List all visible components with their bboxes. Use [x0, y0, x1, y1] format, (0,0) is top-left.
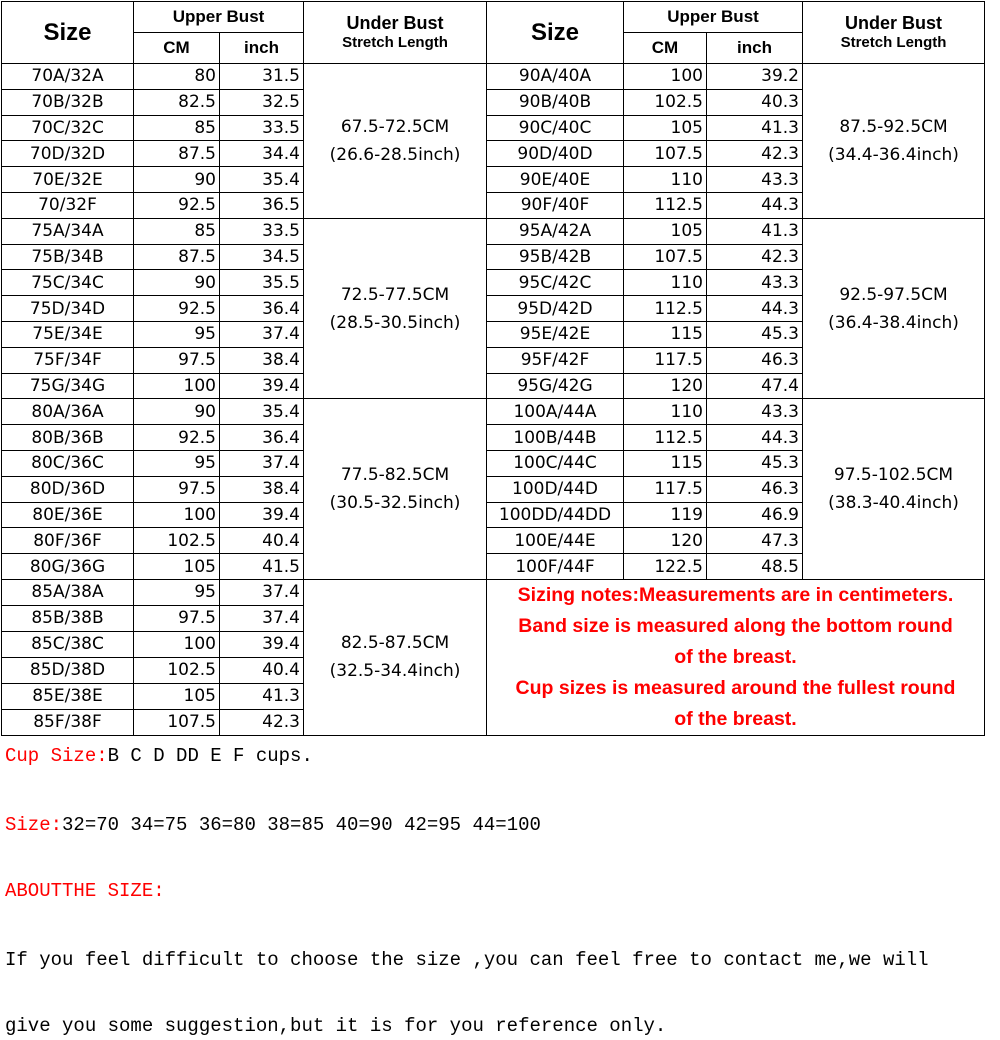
under-bust-range-line: (30.5-32.5inch): [329, 493, 461, 514]
upper-bust-inch-cell: 40.3: [707, 89, 803, 115]
upper-bust-inch-cell: 45.3: [707, 321, 803, 347]
size-cell: 80G/36G: [2, 554, 134, 580]
upper-bust-cm-cell: 87.5: [134, 244, 220, 270]
upper-bust-inch-cell: 39.2: [707, 64, 803, 90]
upper-bust-cm-cell: 112.5: [624, 296, 707, 322]
under-bust-range-line: 97.5-102.5CM: [833, 465, 954, 486]
size-cell: 70/32F: [2, 192, 134, 218]
size-cell: 100C/44C: [487, 450, 624, 476]
under-bust-header: [803, 2, 985, 64]
upper-bust-inch-cell: 46.3: [707, 347, 803, 373]
size-cell: 85D/38D: [2, 657, 134, 683]
upper-bust-inch-cell: 43.3: [707, 399, 803, 425]
size-cell: 70B/32B: [2, 89, 134, 115]
size-cell: 85C/38C: [2, 631, 134, 657]
size-cell: 95C/42C: [487, 270, 624, 296]
size-cell: 90F/40F: [487, 192, 624, 218]
size-header: Size: [2, 2, 134, 64]
under-bust-range-cell: [803, 399, 985, 580]
upper-bust-inch-cell: 44.3: [707, 296, 803, 322]
under-bust-range-cell: [304, 579, 487, 735]
size-cell: 90C/40C: [487, 115, 624, 141]
under-bust-range-cell: [803, 64, 985, 219]
size-map-label: Size:: [5, 814, 63, 836]
upper-bust-cm-cell: 110: [624, 167, 707, 193]
upper-bust-inch-cell: 39.4: [220, 502, 304, 528]
size-cell: 70C/32C: [2, 115, 134, 141]
under-bust-range-line: (38.3-40.4inch): [828, 493, 959, 514]
size-cell: 100DD/44DD: [487, 502, 624, 528]
table-row: [2, 399, 985, 425]
size-cell: 100F/44F: [487, 554, 624, 580]
under-bust-range-cell: [803, 218, 985, 399]
size-cell: 95F/42F: [487, 347, 624, 373]
cm-header: CM: [134, 33, 220, 64]
upper-bust-inch-cell: 34.5: [220, 244, 304, 270]
upper-bust-cm-cell: 105: [134, 554, 220, 580]
upper-bust-cm-cell: 110: [624, 270, 707, 296]
upper-bust-inch-cell: 46.3: [707, 476, 803, 502]
size-cell: 70A/32A: [2, 64, 134, 90]
size-cell: 85A/38A: [2, 579, 134, 605]
upper-bust-cm-cell: 95: [134, 579, 220, 605]
upper-bust-cm-cell: 105: [134, 683, 220, 709]
upper-bust-inch-cell: 33.5: [220, 218, 304, 244]
upper-bust-cm-cell: 92.5: [134, 425, 220, 451]
upper-bust-header: Upper Bust: [624, 2, 803, 33]
upper-bust-cm-cell: 85: [134, 115, 220, 141]
size-cell: 75F/34F: [2, 347, 134, 373]
upper-bust-inch-cell: 33.5: [220, 115, 304, 141]
under-bust-range-line: (32.5-34.4inch): [329, 661, 461, 682]
upper-bust-cm-cell: 90: [134, 270, 220, 296]
inch-header: inch: [220, 33, 304, 64]
upper-bust-cm-cell: 110: [624, 399, 707, 425]
sizing-note-line: Cup sizes is measured around the fullest round: [515, 676, 956, 699]
sizing-note-line: Sizing notes:Measurements are in centimeters.: [517, 583, 954, 606]
size-cell: 75G/34G: [2, 373, 134, 399]
upper-bust-inch-cell: 40.4: [220, 657, 304, 683]
upper-bust-inch-cell: 43.3: [707, 270, 803, 296]
upper-bust-inch-cell: 31.5: [220, 64, 304, 90]
upper-bust-inch-cell: 42.3: [220, 709, 304, 735]
contact-note-line-1: If you feel difficult to choose the size ,you can feel free to contact me,we will: [5, 949, 929, 971]
size-map-text: 32=70 34=75 36=80 38=85 40=90 42=95 44=100: [62, 814, 541, 836]
cup-size-line: [5, 745, 313, 767]
upper-bust-cm-cell: 115: [624, 321, 707, 347]
size-cell: 80D/36D: [2, 476, 134, 502]
upper-bust-cm-cell: 90: [134, 167, 220, 193]
under-bust-range-line: (36.4-38.4inch): [828, 312, 959, 333]
upper-bust-cm-cell: 97.5: [134, 347, 220, 373]
under-bust-range-cell: [304, 218, 487, 399]
sizing-note-line: Band size is measured along the bottom round: [518, 614, 953, 637]
upper-bust-cm-cell: 95: [134, 450, 220, 476]
upper-bust-cm-cell: 92.5: [134, 296, 220, 322]
size-cell: 90D/40D: [487, 141, 624, 167]
size-cell: 75A/34A: [2, 218, 134, 244]
upper-bust-cm-cell: 122.5: [624, 554, 707, 580]
size-cell: 95E/42E: [487, 321, 624, 347]
upper-bust-inch-cell: 35.4: [220, 399, 304, 425]
upper-bust-inch-cell: 46.9: [707, 502, 803, 528]
upper-bust-inch-cell: 37.4: [220, 321, 304, 347]
upper-bust-cm-cell: 102.5: [134, 657, 220, 683]
under-bust-title: Under Bust: [346, 12, 444, 33]
under-bust-range-line: (34.4-36.4inch): [828, 144, 959, 165]
upper-bust-inch-cell: 37.4: [220, 605, 304, 631]
upper-bust-cm-cell: 95: [134, 321, 220, 347]
under-bust-title: Under Bust: [844, 12, 942, 33]
upper-bust-inch-cell: 41.3: [707, 218, 803, 244]
upper-bust-cm-cell: 100: [624, 64, 707, 90]
upper-bust-cm-cell: 90: [134, 399, 220, 425]
upper-bust-cm-cell: 119: [624, 502, 707, 528]
upper-bust-cm-cell: 105: [624, 115, 707, 141]
under-bust-range-line: 92.5-97.5CM: [839, 284, 948, 305]
upper-bust-cm-cell: 115: [624, 450, 707, 476]
upper-bust-cm-cell: 112.5: [624, 425, 707, 451]
size-cell: 95D/42D: [487, 296, 624, 322]
upper-bust-inch-cell: 39.4: [220, 373, 304, 399]
size-cell: 75D/34D: [2, 296, 134, 322]
upper-bust-inch-cell: 41.3: [707, 115, 803, 141]
upper-bust-cm-cell: 87.5: [134, 141, 220, 167]
upper-bust-inch-cell: 38.4: [220, 476, 304, 502]
upper-bust-cm-cell: 85: [134, 218, 220, 244]
upper-bust-inch-cell: 48.5: [707, 554, 803, 580]
upper-bust-inch-cell: 36.4: [220, 425, 304, 451]
size-cell: 75B/34B: [2, 244, 134, 270]
upper-bust-inch-cell: 35.4: [220, 167, 304, 193]
upper-bust-inch-cell: 34.4: [220, 141, 304, 167]
upper-bust-cm-cell: 92.5: [134, 192, 220, 218]
upper-bust-inch-cell: 40.4: [220, 528, 304, 554]
under-bust-range-line: 87.5-92.5CM: [839, 116, 948, 137]
cup-size-text: B C D DD E F cups.: [107, 745, 313, 767]
upper-bust-cm-cell: 82.5: [134, 89, 220, 115]
upper-bust-cm-cell: 100: [134, 502, 220, 528]
upper-bust-cm-cell: 100: [134, 631, 220, 657]
size-cell: 100A/44A: [487, 399, 624, 425]
size-cell: 85F/38F: [2, 709, 134, 735]
under-bust-range-line: 82.5-87.5CM: [340, 633, 450, 654]
size-cell: 100E/44E: [487, 528, 624, 554]
upper-bust-header: Upper Bust: [134, 2, 304, 33]
size-cell: 90B/40B: [487, 89, 624, 115]
upper-bust-cm-cell: 102.5: [134, 528, 220, 554]
under-bust-range-cell: [304, 399, 487, 580]
size-cell: 85B/38B: [2, 605, 134, 631]
stretch-length-subtitle: Stretch Length: [342, 33, 448, 51]
upper-bust-inch-cell: 44.3: [707, 425, 803, 451]
upper-bust-cm-cell: 80: [134, 64, 220, 90]
upper-bust-inch-cell: 44.3: [707, 192, 803, 218]
size-cell: 70E/32E: [2, 167, 134, 193]
under-bust-range-line: 77.5-82.5CM: [340, 465, 450, 486]
upper-bust-cm-cell: 97.5: [134, 476, 220, 502]
upper-bust-inch-cell: 47.3: [707, 528, 803, 554]
upper-bust-cm-cell: 120: [624, 373, 707, 399]
under-bust-header: [304, 2, 487, 64]
under-bust-range-line: (26.6-28.5inch): [329, 144, 461, 165]
size-cell: 100B/44B: [487, 425, 624, 451]
upper-bust-cm-cell: 112.5: [624, 192, 707, 218]
upper-bust-inch-cell: 41.3: [220, 683, 304, 709]
sizing-note-line: of the breast.: [674, 707, 797, 730]
upper-bust-cm-cell: 107.5: [624, 141, 707, 167]
size-cell: 80E/36E: [2, 502, 134, 528]
size-cell: 75C/34C: [2, 270, 134, 296]
size-cell: 90E/40E: [487, 167, 624, 193]
under-bust-range-line: 72.5-77.5CM: [340, 284, 450, 305]
size-cell: 80A/36A: [2, 399, 134, 425]
size-cell: 80B/36B: [2, 425, 134, 451]
upper-bust-inch-cell: 32.5: [220, 89, 304, 115]
upper-bust-cm-cell: 105: [624, 218, 707, 244]
upper-bust-inch-cell: 37.4: [220, 450, 304, 476]
upper-bust-inch-cell: 45.3: [707, 450, 803, 476]
upper-bust-cm-cell: 117.5: [624, 476, 707, 502]
size-cell: 70D/32D: [2, 141, 134, 167]
under-bust-range-line: (28.5-30.5inch): [329, 312, 461, 333]
size-cell: 95A/42A: [487, 218, 624, 244]
table-row: [2, 218, 985, 244]
size-cell: 80F/36F: [2, 528, 134, 554]
upper-bust-cm-cell: 107.5: [134, 709, 220, 735]
cup-size-label: Cup Size:: [5, 745, 108, 767]
under-bust-range-cell: [304, 64, 487, 219]
upper-bust-cm-cell: 120: [624, 528, 707, 554]
size-cell: 75E/34E: [2, 321, 134, 347]
sizing-notes: [487, 579, 985, 735]
upper-bust-cm-cell: 117.5: [624, 347, 707, 373]
size-chart-table: [1, 1, 985, 736]
size-cell: 90A/40A: [487, 64, 624, 90]
upper-bust-cm-cell: 107.5: [624, 244, 707, 270]
table-row: [2, 64, 985, 90]
upper-bust-inch-cell: 38.4: [220, 347, 304, 373]
size-cell: 100D/44D: [487, 476, 624, 502]
upper-bust-inch-cell: 41.5: [220, 554, 304, 580]
size-cell: 95B/42B: [487, 244, 624, 270]
upper-bust-inch-cell: 43.3: [707, 167, 803, 193]
sizing-note-line: of the breast.: [674, 645, 797, 668]
upper-bust-inch-cell: 42.3: [707, 244, 803, 270]
cm-header: CM: [624, 33, 707, 64]
about-size-heading: ABOUTTHE SIZE:: [5, 880, 165, 902]
upper-bust-inch-cell: 36.4: [220, 296, 304, 322]
size-cell: 95G/42G: [487, 373, 624, 399]
upper-bust-cm-cell: 100: [134, 373, 220, 399]
upper-bust-inch-cell: 39.4: [220, 631, 304, 657]
upper-bust-cm-cell: 102.5: [624, 89, 707, 115]
size-cell: 80C/36C: [2, 450, 134, 476]
upper-bust-inch-cell: 42.3: [707, 141, 803, 167]
size-header: Size: [487, 2, 624, 64]
upper-bust-cm-cell: 97.5: [134, 605, 220, 631]
table-row: [2, 579, 985, 605]
upper-bust-inch-cell: 35.5: [220, 270, 304, 296]
upper-bust-inch-cell: 47.4: [707, 373, 803, 399]
stretch-length-subtitle: Stretch Length: [840, 33, 947, 51]
size-cell: 85E/38E: [2, 683, 134, 709]
under-bust-range-line: 67.5-72.5CM: [340, 116, 450, 137]
upper-bust-inch-cell: 37.4: [220, 579, 304, 605]
inch-header: inch: [707, 33, 803, 64]
size-map-line: [5, 814, 541, 836]
upper-bust-inch-cell: 36.5: [220, 192, 304, 218]
contact-note-line-2: give you some suggestion,but it is for you reference only.: [5, 1015, 667, 1037]
